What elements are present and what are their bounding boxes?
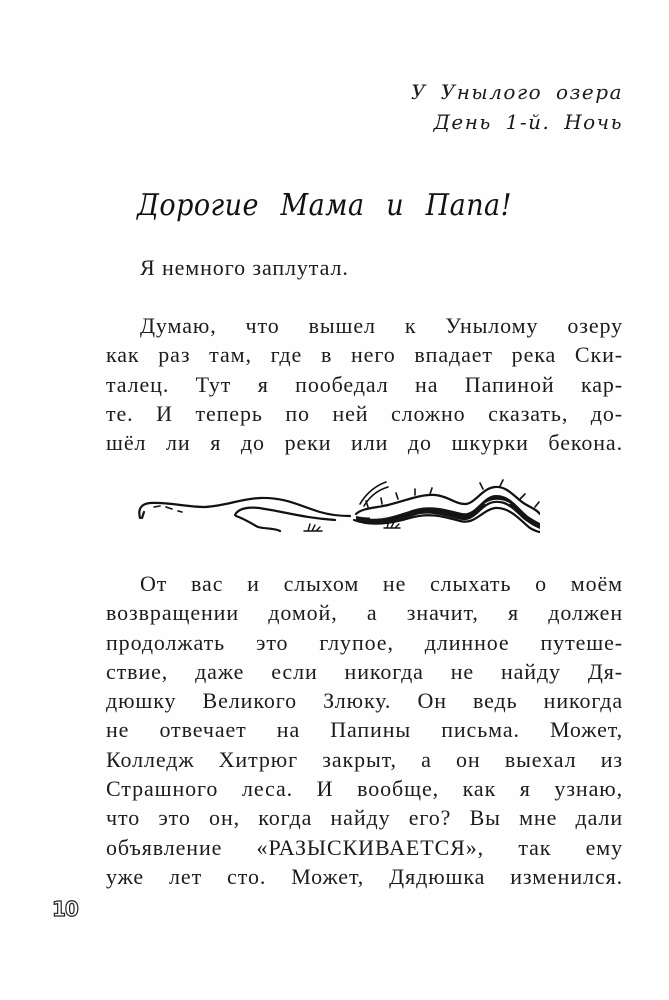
text-line: Я немного заплутал.: [140, 255, 349, 280]
text-line: возвращении домой, а значит, я должен: [106, 600, 623, 626]
text-line: От вас и слыхом не слыхать о моём: [140, 571, 623, 596]
text-line: продолжать это глупое, длинное путеше-: [106, 629, 623, 655]
text-line: не отвечает на Папины письма. Может,: [106, 717, 623, 743]
text-line: Страшного леса. И вообще, как я узнаю,: [106, 776, 623, 802]
text-line: как раз там, где в него впадает река Ски-: [106, 342, 623, 368]
text-line: те. И теперь по ней сложно сказать, до-: [106, 400, 623, 426]
text-line: объявление «РАЗЫСКИВАЕТСЯ», так ему: [106, 834, 623, 860]
page-number: 10: [52, 897, 78, 921]
letter-salutation: Дорогие Мама и Папа!: [137, 188, 512, 223]
paragraph-1: [106, 253, 623, 282]
paragraph-3: [106, 569, 623, 891]
text-line: что это он, когда найду его? Вы мне дали: [106, 805, 623, 831]
text-line: талец. Тут я пообедал на Папиной кар-: [106, 371, 623, 397]
text-line: Колледж Хитрюг закрыт, а он выехал из: [106, 746, 623, 772]
letter-header: [411, 77, 623, 137]
river-illustration: [130, 474, 540, 534]
paragraph-2: [106, 311, 623, 457]
letter-location: У Унылого озера: [410, 80, 623, 104]
text-line: шёл ли я до реки или до шкурки бекона.: [106, 430, 623, 456]
letter-date: День 1-й. Ночь: [433, 110, 623, 134]
text-line: дюшку Великого Злюку. Он ведь никогда: [106, 688, 623, 714]
text-line: Думаю, что вышел к Унылому озеру: [140, 313, 623, 338]
text-line: ствие, даже если никогда не найду Дя-: [106, 658, 623, 684]
text-line: уже лет сто. Может, Дядюшка изменился.: [106, 863, 623, 889]
